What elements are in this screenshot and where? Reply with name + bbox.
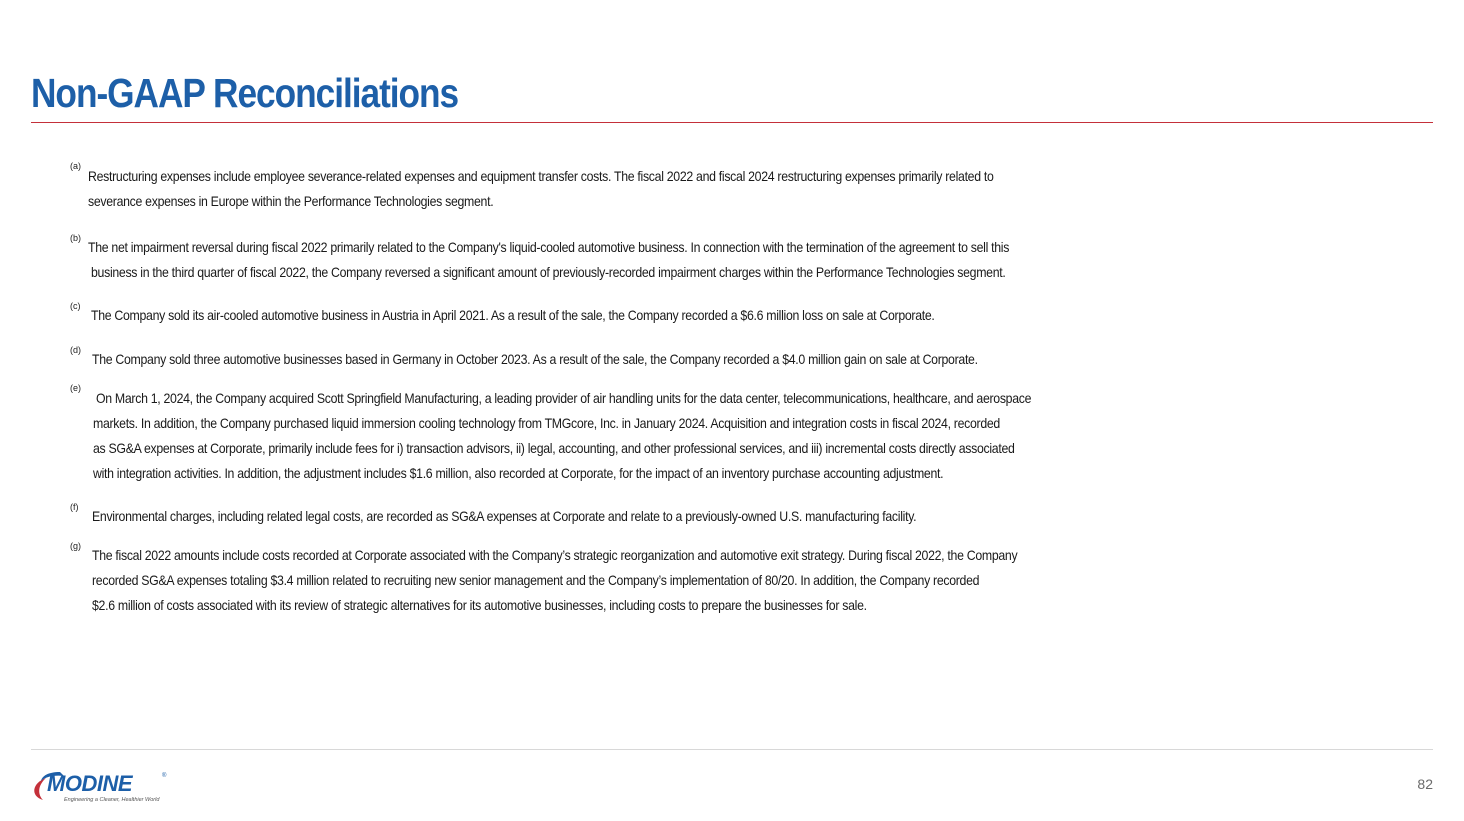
logo-wordmark: MODINE xyxy=(47,771,132,796)
footer-divider xyxy=(31,749,1433,750)
modine-logo xyxy=(30,766,170,804)
logo-tagline: Engineering a Cleaner, Healthier World xyxy=(64,797,160,803)
footnote-marker: (f) xyxy=(70,502,79,512)
footnote-text: severance expenses in Europe within the Performance Technologies segment. xyxy=(88,193,494,209)
footnote-text: markets. In addition, the Company purchased liquid immersion cooling technology from TMGcore, Inc. in January 2024. Acquisition and integration costs in fiscal 2024, recorded xyxy=(93,415,1000,431)
footnote-text: Restructuring expenses include employee severance-related expenses and equipment transfer costs. The fiscal 2022 and fiscal 2024 restructuring expenses primarily related to xyxy=(88,168,994,184)
footnote-marker: (g) xyxy=(70,541,81,551)
page-title: Non-GAAP Reconciliations xyxy=(31,70,459,116)
footnote-marker: (d) xyxy=(70,345,81,355)
footnote-marker: (e) xyxy=(70,383,81,393)
footnote-text: The Company sold its air-cooled automotive business in Austria in April 2021. As a result of the sale, the Company recorded a $6.6 million loss on sale at Corporate. xyxy=(91,307,935,323)
logo-swoosh-red xyxy=(34,778,46,800)
logo-registered-mark: ® xyxy=(162,773,167,779)
footnote-text: recorded SG&A expenses totaling $3.4 million related to recruiting new senior management and the Company’s implementation of 80/20. In addition, the Company recorded xyxy=(92,572,980,588)
footnote-text: On March 1, 2024, the Company acquired Scott Springfield Manufacturing, a leading provider of air handling units for the data center, telecommunications, healthcare, and aerospace xyxy=(96,390,1032,406)
footnote-text: with integration activities. In addition, the adjustment includes $1.6 million, also recorded at Corporate, for the impact of an inventory purchase accounting adjustment. xyxy=(93,465,944,481)
footnote-text: Environmental charges, including related legal costs, are recorded as SG&A expenses at Corporate and relate to a previously-owned U.S. manufacturing facility. xyxy=(92,508,917,524)
footnote-text: The fiscal 2022 amounts include costs recorded at Corporate associated with the Company’s strategic reorganization and automotive exit strategy. During fiscal 2022, the Company xyxy=(92,547,1018,563)
footnote-text: The Company sold three automotive businesses based in Germany in October 2023. As a result of the sale, the Company recorded a $4.0 million gain on sale at Corporate. xyxy=(92,351,978,367)
title-divider xyxy=(31,122,1433,123)
footnote-text: as SG&A expenses at Corporate, primarily include fees for i) transaction advisors, ii) legal, accounting, and other professional services, and iii) incremental costs directly associated xyxy=(93,440,1015,456)
footnote-marker: (b) xyxy=(70,233,81,243)
footnote-text: The net impairment reversal during fiscal 2022 primarily related to the Company's liquid-cooled automotive business. In connection with the termination of the agreement to sell this xyxy=(88,239,1010,255)
page-number: 82 xyxy=(1417,776,1433,792)
footnote-marker: (c) xyxy=(70,301,81,311)
footnote-text: business in the third quarter of fiscal 2022, the Company reversed a significant amount of previously-recorded impairment charges within the Performance Technologies segment. xyxy=(91,264,1006,280)
footnote-marker: (a) xyxy=(70,161,81,171)
footnote-text: $2.6 million of costs associated with its review of strategic alternatives for its automotive businesses, including costs to prepare the businesses for sale. xyxy=(92,597,867,613)
